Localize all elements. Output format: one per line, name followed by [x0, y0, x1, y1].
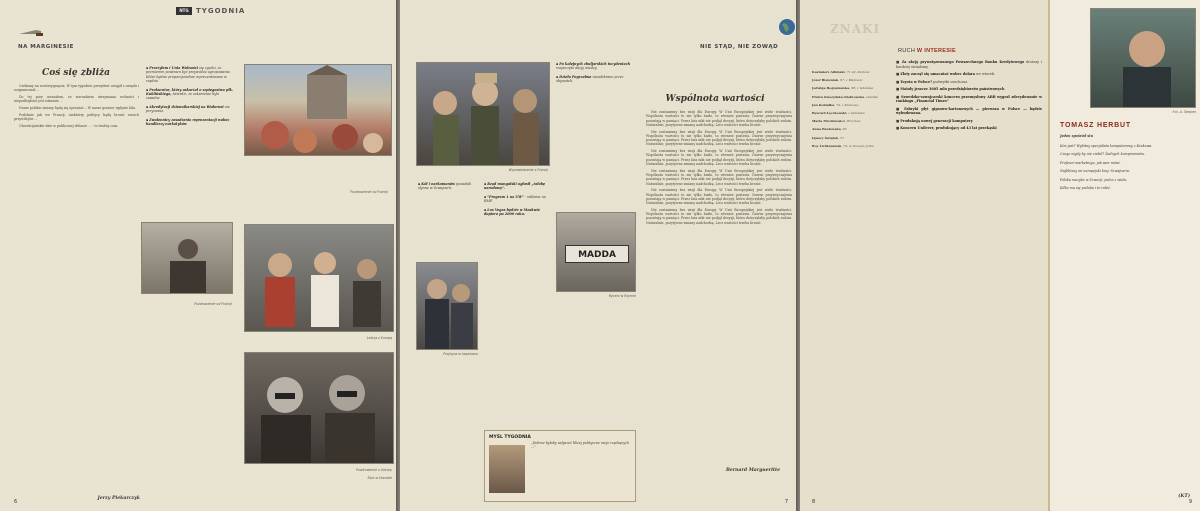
profile-sidebar	[1048, 0, 1200, 511]
obituary-entry: Anna Pawłowska, 65	[812, 127, 847, 132]
church-illustration	[245, 65, 392, 156]
paragraph: Nie zostaniemy bez wizji dla Europy. W Unii Europejskiej jest wiele trudności. Wspólnota wartości to nie tylko hasło, to również postawa. Dawne przyzwyczajenia pozostają w pamięci. Przez lata nikt nie podjął decyzji, która dotyczyłaby polskich rodzin. Naturalnie, pozytywne zmiany nadchodzą. Lecz wartości trzeba bronić.	[646, 188, 792, 206]
photo-tomasz	[1090, 8, 1196, 108]
quote-box	[484, 430, 636, 502]
news-item: ■ Koncern Unilever, produkujący od 43 lat przekąski	[896, 126, 997, 130]
page-number: 7	[784, 499, 788, 505]
profile-item: Polska muzyka w Szwecji: jeden z wielu.	[1060, 177, 1128, 182]
column-title: Wspólnota wartości	[665, 94, 765, 104]
profile-item: Kilka mu się podoba i to robić.	[1060, 186, 1112, 191]
quote-label: MYŚL TYGODNIA	[489, 435, 531, 440]
bullet-item: ▪ Akredytacji dziennikarskiej na Białorusi nie przyznano.	[146, 104, 230, 114]
photo-caption: Lekcja z Europą	[366, 336, 392, 340]
bullet-item: ▪ Prokurator, który oskarżał o szpiegostwo płk. Kuklińskiego, twierdzi, że oskarżenie było zasadne.	[146, 87, 234, 101]
photo-poster	[556, 212, 636, 292]
page-6	[0, 0, 400, 511]
paragraph: Chrześcijańskie idee w publicznej debacie ... - to trudny czas.	[19, 123, 119, 128]
column-body	[646, 110, 792, 490]
photo-caption: Pozdrowienie z Ankary	[355, 468, 392, 472]
poster-sign: MADDA	[565, 245, 629, 263]
column-author: Bernard Margueritte	[725, 468, 780, 473]
profile-signature: (KT)	[1178, 494, 1190, 499]
news-item: ■ Szwedzko-szwajcarski koncern przemysłowy ABB wygrał zdecydowanie w rankingu „Financial Times”	[896, 94, 1042, 103]
news-column	[896, 60, 1042, 490]
profile-text	[1060, 144, 1194, 488]
bullet-item: ▪ Rząd mongolski ogłosił „żałobę narodową”.	[484, 182, 546, 191]
ntg-badge: NTG	[176, 7, 192, 15]
section-label: NIE STĄD, NIE ZOWĄD	[700, 44, 779, 50]
obituary-entry: Ignacy Świątek, 57	[812, 135, 845, 140]
paragraph: Nie zostaniemy bez wizji dla Europy. W Unii Europejskiej jest wiele trudności. Wspólnota wartości to nie tylko hasło, to również postawa. Dawne przyzwyczajenia pozostają w pamięci. Przez lata nikt nie podjął decyzji, która dotyczyłaby polskich rodzin. Naturalnie, pozytywne zmiany nadchodzą. Lecz wartości trzeba bronić.	[646, 129, 792, 147]
photo-soldiers	[416, 62, 550, 166]
bullet-item: ▪ Zwolennicy zasadzenia reprezentacji wobec handlarzy narkotyków	[146, 117, 230, 127]
profile-subtitle: Jeden spośród stu	[1060, 134, 1093, 138]
bullet-item: ▪ Po kolejnych zbuljarskich incydentach rozpoczęto akcję wiedzy.	[556, 62, 631, 71]
photo-crowd	[244, 64, 392, 156]
page-7	[400, 0, 800, 511]
page-number: 6	[14, 499, 18, 505]
obituary-column	[812, 70, 890, 500]
news-item: ■ Za akcję prywatyzowanego Powszechnego Banku Kredytowego droższy i bardziej świadomy.	[896, 60, 1042, 69]
page-number: 9	[1188, 499, 1192, 505]
paragraph: Nie zostaniemy bez wizji dla Europy. W Unii Europejskiej jest wiele trudności. Wspólnota wartości to nie tylko hasło, to również postawa. Dawne przyzwyczajenia pozostają w pamięci. Przez lata nikt nie podjął decyzji, która dotyczyłaby polskich rodzin. Naturalnie, pozytywne zmiany nadchodzą. Lecz wartości trzeba bronić.	[646, 110, 792, 127]
section-tygodnia: TYGODNIA	[196, 7, 246, 15]
photo-classroom	[244, 224, 394, 332]
profile-name: TOMASZ HERBUT	[1060, 122, 1131, 129]
photo-caption: Przybysz w kapeluszu	[443, 352, 478, 356]
masked-people-illustration	[245, 353, 394, 464]
bullet-item: ▪ Los Vegas będzie w Moskwie dopiero po 2000 roku.	[484, 207, 540, 217]
quote-text: „Dobrze byłoby usłyszeć bliżej polityczne racje rządzących ...”	[531, 441, 630, 450]
obituary-entry: Roy Lichtenstein, 73, w Nowym Jorku	[812, 143, 875, 148]
bullet-item: ▪ Dzieło Pogrzebne nieodebrane przez obywateli.	[556, 74, 624, 84]
article-author: Jerzy Piekarczyk	[97, 496, 140, 501]
news-item: ■ Złoty zaczął się umacniać wobec dolara we wtorek.	[896, 72, 996, 76]
news-item: ■ Fabryki płyt gipsowo-kartonowych — pierwsza w Polsce — będzie wybudowana.	[896, 106, 1042, 115]
profile-item: Profesor marketingu, jak sam mówi.	[1060, 160, 1121, 165]
article-body	[14, 84, 139, 484]
page-header	[0, 0, 400, 62]
profile-item: Najbliższy mi europejski kraj: Szwajcaria.	[1060, 169, 1130, 174]
paragraph: Podobnie jak we Francji, niektórzy politycy będą bronić swoich przywilejów ...	[14, 112, 139, 121]
section-heading: RUCH W INTERESIE	[898, 48, 956, 54]
bullet-item: ▪ "Program 1 na UW" - reklama na RMF.	[484, 194, 546, 204]
portrait-illustration	[1091, 9, 1196, 108]
photo-caption: Wypowiedzenie z Francji	[508, 168, 548, 172]
obituary-entry: Ryszard Łęczkowski, z Gdańska	[812, 110, 865, 115]
obituary-entry: Maria Mrożkiewicz, Wrocław	[812, 119, 861, 124]
paragraph: Nie zostaniemy bez wizji dla Europy. W Unii Europejskiej jest wiele trudności. Wspólnota wartości to nie tylko hasło, to również postawa. Dawne przyzwyczajenia pozostają w pamięci. Przez lata nikt nie podjął decyzji, która dotyczyłaby polskich rodzin. Naturalnie, pozytywne zmiany nadchodzą. Lecz wartości trzeba bronić.	[646, 149, 792, 167]
paragraph: Do tej pory uważałem, że warunkiem utrzymania wolności i niepodległości jest istnienie ...	[14, 94, 139, 104]
paragraph: Czekamy na rozstrzygnięcia. W tym tygodniu prezydent ustąpił z urzędu i zorganizował ...	[14, 84, 139, 93]
photo-caption: Fot. A. Stepien	[1172, 110, 1196, 114]
photo-caption: Ślub w Hondzie	[367, 476, 392, 480]
photo-pair	[416, 262, 478, 350]
obituary-entry: Jan Kobiałka, 72, z Krakowa	[812, 102, 859, 107]
obituary-entry: Józef Bieleniak, 67, z Wadowic	[812, 78, 863, 83]
profile-item: Kim jest? Wybitny specjalista komputerowy z Krakowa.	[1060, 144, 1153, 148]
bullet-item: ▪ Kół i narkomanów posiadali słynne w Szwajcarii.	[418, 182, 471, 191]
obituary-entry: Kazimierz Albiński, 71 lat, Kraków	[812, 70, 870, 74]
photo-official	[141, 222, 233, 294]
obituary-entry: Jedwiga Bogusławska, 68, z Gdańska	[812, 86, 874, 91]
person-illustration	[142, 223, 233, 294]
news-item: ■ Mainly jeszcze 3605 mln przedsiębiorstw państwowych	[896, 87, 1005, 91]
photo-caption: Pozdrowienie od Francji	[350, 190, 388, 194]
bullet-item: ▪ Przeżyłem i Unia Wolności się zgodzi, że premierem powinien być przywódca ugrupowania. Które będzie proporcjonalnie reprezentowane w rządzie.	[146, 66, 231, 84]
knife-icon	[18, 28, 44, 38]
news-item: ■ Produkują nowej generacji komputery	[896, 118, 973, 123]
quote-portrait	[489, 445, 525, 493]
news-item: ■ Toyota w Polsce? podwyżki uruchomi.	[896, 79, 968, 84]
globe-icon	[778, 18, 796, 36]
page-8	[800, 0, 1200, 511]
profile-item: Czego nigdy by nie zrobił? Żadnych kompromisów.	[1060, 152, 1145, 157]
paragraph: Nie zostaniemy bez wizji dla Europy. W Unii Europejskiej jest wiele trudności. Wspólnota wartości to nie tylko hasło, to również postawa. Dawne przyzwyczajenia pozostają w pamięci. Przez lata nikt nie podjął decyzji, która dotyczyłaby polskich rodzin. Naturalnie, pozytywne zmiany nadchodzą. Lecz wartości trzeba bronić.	[646, 207, 792, 225]
people-illustration	[245, 225, 394, 332]
paragraph: Nasze polskie zmiany będą się ujawniać... W nasze granice wpłynie fala.	[19, 105, 137, 110]
photo-caption: Pozdrowienie od Francji	[194, 302, 232, 306]
soldiers-illustration	[417, 63, 550, 166]
two-men-illustration	[417, 263, 478, 350]
page-number: 8	[812, 499, 816, 505]
obituary-entry: Elwira Knozydska-Niebrowska, Gdańsk	[812, 94, 879, 99]
photo-caption: Rycerz w Rzymie	[608, 294, 636, 298]
bullets-column-right	[556, 62, 636, 212]
section-label: NA MARGINESIE	[18, 44, 74, 50]
paragraph: Nie zostaniemy bez wizji dla Europy. W Unii Europejskiej jest wiele trudności. Wspólnota wartości to nie tylko hasło, to również postawa. Dawne przyzwyczajenia pozostają w pamięci. Przez lata nikt nie podjął decyzji, która dotyczyłaby polskich rodzin. Naturalnie, pozytywne zmiany nadchodzą. Lecz wartości trzeba bronić.	[646, 168, 792, 186]
photo-masked-men	[244, 352, 394, 464]
ghost-label: ZNAKI	[830, 22, 881, 36]
article-title: Coś się zbliża	[42, 68, 110, 78]
